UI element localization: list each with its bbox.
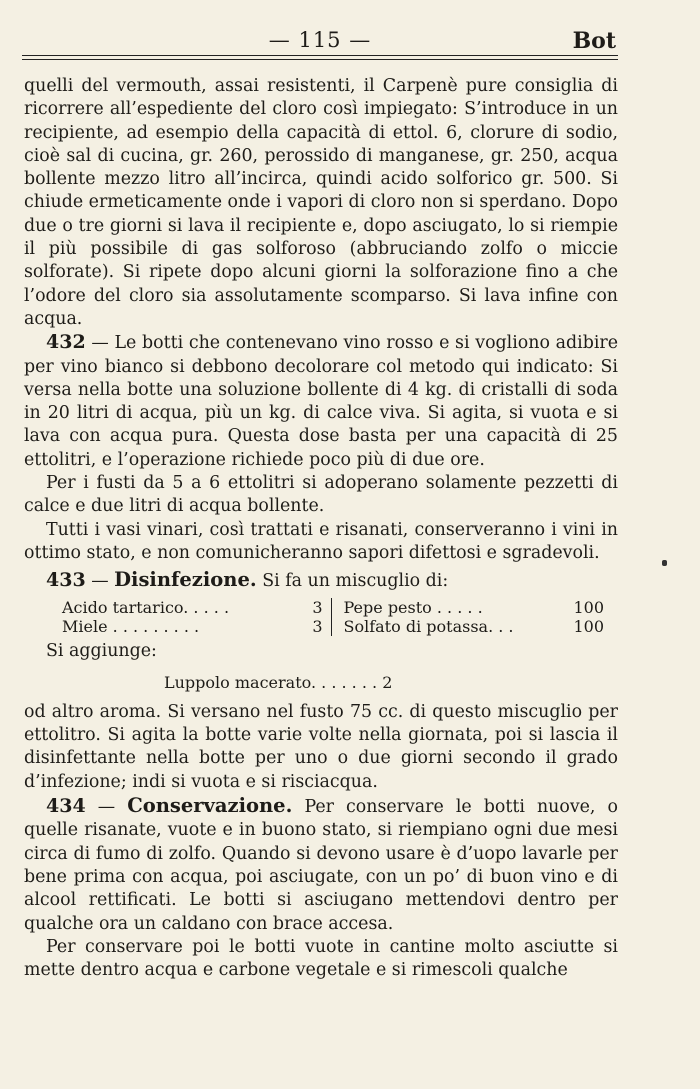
- page-body: [24, 75, 618, 982]
- section-title: Disinfezione.: [114, 568, 257, 592]
- recipe-row: [62, 598, 323, 617]
- ingredient-amount: 100: [573, 616, 604, 636]
- paragraph-si-aggiunge: Si aggiunge:: [46, 640, 157, 661]
- section-dash: —: [85, 797, 128, 818]
- recipe-extra: [164, 673, 618, 693]
- ingredient-label: Luppolo macerato. . . . . . .: [164, 672, 378, 692]
- paragraph-vermouth: quelli del vermouth, assai resistenti, il Carpenè pure consiglia di ricorrere all’espediente del cloro così impiegato: S’introduce in un recipiente, ad esempio della capacità di ettol. 6, clorure di sodio, cioè sal di cucina, gr. 260, perossido di manganese, gr. 250, acqua bollente mezzo litro all’incirca, quindi acido solforico gr. 500. Si chiude ermeticamente onde i vapori di cloro non si sperdano. Dopo due o tre giorni si lava il recipiente e, dopo asciugato, lo si riempie il più possibile di gas solforoso (abbruciando zolfo o miccie solforate). Si ripete dopo alcuni giorni la solforazione fino a che l’odore del cloro sia assolutamente scomparso. Si lava infine con acqua.: [24, 76, 618, 329]
- recipe-row: [344, 598, 605, 617]
- page-header: [22, 28, 618, 52]
- section-434: [24, 794, 618, 936]
- section-432: [24, 331, 618, 472]
- recipe-row: [344, 617, 605, 636]
- ingredient-amount: 3: [312, 597, 323, 617]
- section-title: Conservazione.: [127, 794, 293, 818]
- recipe-column-left: [62, 598, 332, 636]
- section-dash: —: [85, 571, 115, 592]
- paragraph-fusti: Per i fusti da 5 a 6 ettolitri si adoperano solamente pezzetti di calce e due litri di acqua bollente.: [24, 473, 618, 517]
- recipe-column-right: [332, 598, 605, 636]
- header-rule-thin: [22, 59, 618, 60]
- section-text: Si fa un miscuglio di:: [256, 571, 449, 592]
- header-rule: [22, 55, 618, 56]
- section-433: [24, 568, 618, 593]
- section-number: 433: [46, 569, 86, 592]
- ink-speck: [662, 560, 667, 566]
- paragraph-aroma: od altro aroma. Si versano nel fusto 75 cc. di questo miscuglio per ettolitro. Si agita la botte varie volte nella giornata, poi si lascia il disinfettante nella botte per uno o due giorni secondo il grado d’infezione; indi si vuota e si risciacqua.: [24, 701, 618, 792]
- ingredient-amount: 100: [573, 597, 604, 617]
- ingredient-label: Acido tartarico. . . . .: [62, 597, 230, 617]
- section-text: — Le botti che contenevano vino rosso e si vogliono adibire per vino bianco si debbono decolorare col metodo qui indicato: Si versa nella botte una soluzione bollente di 4 kg. di cristalli di soda in 20 litri di acqua, più un kg. di calce viva. Si agita, si vuota e si lava con acqua pura. Questa dose basta per una capacità di 25 ettolitri, e l’operazione richiede poco più di due ore.: [24, 333, 618, 470]
- section-text: Per conservare le botti nuove, o quelle risanate, vuote e in buono stato, si riempiano ogni due mesi circa di fumo di zolfo. Quando si devono usare è d’uopo lavarle per bene prima con acqua, poi asciugate, con un po’ di buon vino e di alcool rettificati. Le botti si asciugano mettendovi dentro per qualche ora un caldano con brace accesa.: [24, 797, 618, 934]
- section-number: 434: [46, 795, 86, 818]
- recipe-table: [62, 598, 604, 636]
- ingredient-label: Solfato di potassa. . .: [343, 616, 514, 636]
- ingredient-amount: 2: [382, 672, 393, 692]
- ingredient-label: Miele . . . . . . . . .: [62, 616, 200, 636]
- ingredient-label: Pepe pesto . . . . .: [343, 597, 483, 617]
- section-number: 432: [46, 331, 86, 354]
- paragraph-last: Per conservare poi le botti vuote in cantine molto asciutte si mette dentro acqua e carbone vegetale e si rimescoli qualche: [24, 936, 618, 981]
- recipe-row: [62, 617, 323, 636]
- paragraph-vasi: Tutti i vasi vinari, così trattati e risanati, conserveranno i vini in ottimo stato, e non comunicheranno sapori difettosi e sgradevoli.: [24, 519, 618, 563]
- running-head: Bot: [572, 28, 616, 54]
- ingredient-amount: 3: [312, 616, 323, 636]
- page-number: — 115 —: [268, 28, 372, 52]
